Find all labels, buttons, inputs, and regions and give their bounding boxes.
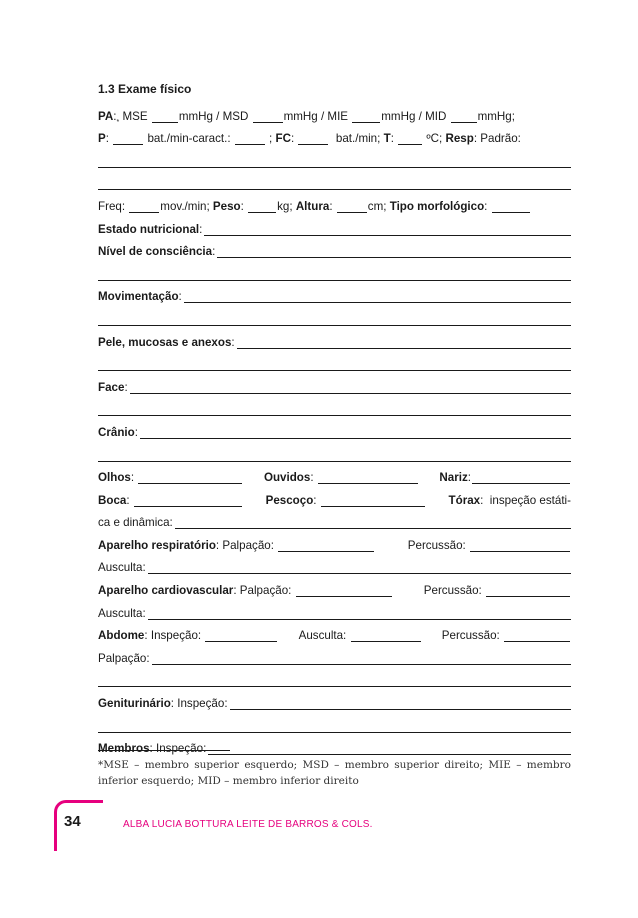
row-cardio-ausculta — [98, 597, 571, 620]
abdome-inspecao-field[interactable] — [205, 628, 277, 642]
freq-unit: mov./min; — [160, 199, 210, 213]
torax-label: Tórax — [448, 493, 481, 507]
cranio-label: Crânio — [98, 425, 135, 439]
row-abdome: Abdome : Inspeção: Ausculta: Percussão: — [98, 620, 571, 643]
row-olhos: Olhos : Ouvidos : Nariz : — [98, 462, 571, 485]
fc-unit: bat./min; — [335, 132, 381, 146]
pulse-char-field[interactable] — [235, 131, 265, 145]
pulse-field[interactable] — [113, 131, 143, 145]
altura-label: Altura — [295, 199, 330, 213]
mid-field[interactable] — [451, 109, 477, 123]
altura-unit: cm; — [367, 199, 387, 213]
pescoco-field[interactable] — [321, 493, 425, 507]
mse-field[interactable] — [152, 109, 178, 123]
row-torax-cont — [98, 507, 571, 530]
peso-unit: kg; — [277, 199, 293, 213]
freq-field[interactable] — [129, 199, 159, 213]
blank-line[interactable] — [98, 168, 571, 191]
mmhg-msd: mmHg / MSD — [178, 109, 249, 123]
olhos-field[interactable] — [138, 470, 242, 484]
footnote-rule — [98, 750, 230, 751]
boca-label: Boca — [98, 493, 127, 507]
running-head: ALBA LUCIA BOTTURA LEITE DE BARROS & COLS. — [123, 819, 373, 830]
blank-line[interactable] — [98, 258, 571, 281]
percussao-label: Percussão: — [407, 538, 466, 552]
nivel-label: Nível de consciência — [98, 245, 213, 259]
row-boca: Boca : Pescoço : Tórax : inspeção estáti- — [98, 493, 571, 507]
geniturinario-field[interactable] — [230, 696, 571, 710]
p-label: P — [98, 132, 106, 146]
blank-line[interactable] — [98, 145, 571, 168]
mse-label: MSE — [122, 109, 148, 123]
nariz-field[interactable] — [472, 470, 570, 484]
blank-line[interactable] — [98, 665, 571, 688]
tipo-label: Tipo morfológico — [389, 199, 485, 213]
row-respiratorio: Aparelho respiratório : Palpação: Percussão: — [98, 529, 571, 552]
resp-palpacao-field[interactable] — [278, 538, 374, 552]
cardiovascular-label: Aparelho cardiovascular — [98, 584, 234, 598]
cranio-field[interactable] — [140, 425, 571, 439]
blank-line[interactable] — [98, 394, 571, 417]
blank-line[interactable] — [98, 710, 571, 733]
row-geniturinario: Geniturinário : Inspeção: — [98, 687, 571, 710]
movimentacao-label: Movimentação — [98, 290, 179, 304]
geniturinario-label: Geniturinário — [98, 697, 171, 711]
resp-ausculta-field[interactable] — [148, 560, 571, 574]
pele-label: Pele, mucosas e anexos — [98, 335, 232, 349]
palpacao-label: Palpação: — [239, 584, 292, 598]
nivel-field[interactable] — [217, 244, 571, 258]
olhos-label: Olhos — [98, 471, 131, 485]
inspecao-label: Inspeção: — [156, 742, 207, 756]
colon: : — [113, 109, 117, 123]
section-title: 1.3 Exame físico — [98, 82, 192, 96]
row-pulse: P : bat./min-caract.: ; FC : bat./min; T : ºC; Resp : Padrão: — [98, 132, 521, 146]
face-field[interactable] — [130, 380, 571, 394]
mmhg-end: mmHg; — [477, 109, 515, 123]
blank-line[interactable] — [98, 303, 571, 326]
row-cranio: Crânio : — [98, 416, 571, 439]
membros-label: Membros — [98, 742, 150, 756]
msd-field[interactable] — [253, 109, 283, 123]
ausculta-label: Ausculta: — [98, 561, 146, 575]
percussao-label: Percussão: — [423, 584, 482, 598]
estado-label: Estado nutricional — [98, 222, 200, 236]
percussao-label: Percussão: — [441, 629, 500, 643]
row-face: Face : — [98, 371, 571, 394]
exam-form — [98, 78, 571, 755]
boca-field[interactable] — [134, 493, 242, 507]
ausculta-label: Ausculta: — [298, 629, 347, 643]
row-nivel: Nível de consciência : — [98, 236, 571, 259]
movimentacao-field[interactable] — [184, 289, 571, 303]
row-resp-ausculta — [98, 552, 571, 575]
blank-line[interactable] — [98, 439, 571, 462]
freq-label: Freq: — [98, 199, 126, 213]
ouvidos-label: Ouvidos — [263, 471, 311, 485]
abdome-palpacao-field[interactable] — [152, 651, 571, 665]
mie-field[interactable] — [352, 109, 380, 123]
torax-field[interactable] — [175, 515, 571, 529]
fc-field[interactable] — [298, 131, 328, 145]
torax-cont: ca e dinâmica: — [98, 516, 173, 530]
face-label: Face — [98, 380, 125, 394]
cardio-ausculta-field[interactable] — [148, 606, 571, 620]
abdome-percussao-field[interactable] — [504, 628, 570, 642]
pa-label: PA — [98, 109, 114, 123]
peso-field[interactable] — [248, 199, 276, 213]
membros-field[interactable] — [208, 741, 571, 755]
pele-field[interactable] — [237, 335, 571, 349]
palpacao-label: Palpação: — [98, 651, 150, 665]
row-membros: Membros : Inspeção: — [98, 733, 571, 756]
temp-field[interactable] — [398, 131, 422, 145]
resp-label: Resp — [445, 132, 474, 146]
palpacao-label: Palpação: — [222, 538, 274, 552]
nariz-label: Nariz — [439, 471, 468, 485]
fc-label: FC — [275, 132, 291, 146]
ausculta-label: Ausculta: — [98, 606, 146, 620]
row-pa: PA : * MSE mmHg / MSD mmHg / MIE mmHg / MID mmHg; — [98, 109, 515, 126]
abdome-ausculta-field[interactable] — [351, 628, 421, 642]
row-freq: Freq: mov./min; Peso : kg; Altura : cm; Tipo morfológico : — [98, 190, 571, 213]
cardio-percussao-field[interactable] — [486, 583, 570, 597]
altura-field[interactable] — [337, 199, 367, 213]
resp-percussao-field[interactable] — [470, 538, 570, 552]
inspecao-label: Inspeção: — [177, 697, 228, 711]
mmhg-mid: mmHg / MID — [381, 109, 447, 123]
pescoco-label: Pescoço — [265, 493, 314, 507]
pulse-unit: bat./min-caract.: — [147, 132, 231, 146]
blank-line[interactable] — [98, 349, 571, 372]
row-cardiovascular: Aparelho cardiovascular : Palpação: Percussão: — [98, 574, 571, 597]
footnote: *MSE – membro superior esquerdo; MSD – membro superior direito; MIE – membro inferior esquerdo; MID – membro inferior direito — [98, 759, 571, 787]
padrao-label: Padrão: — [480, 132, 521, 146]
estado-field[interactable] — [204, 222, 571, 236]
inspecao-label: Inspeção: — [150, 629, 202, 643]
row-estado: Estado nutricional : — [98, 213, 571, 236]
t-label: T — [383, 132, 391, 146]
page-number: 34 — [64, 813, 81, 830]
peso-label: Peso — [212, 199, 241, 213]
respiratorio-label: Aparelho respiratório — [98, 538, 216, 552]
cardio-palpacao-field[interactable] — [296, 583, 392, 597]
tipo-field[interactable] — [492, 199, 530, 213]
mmhg-mie: mmHg / MIE — [283, 109, 349, 123]
row-abdome-palpacao — [98, 642, 571, 665]
ouvidos-field[interactable] — [318, 470, 418, 484]
abdome-label: Abdome — [98, 629, 145, 643]
temp-unit: ºC; — [426, 132, 443, 146]
torax-text: inspeção estáti- — [489, 493, 571, 507]
row-movimentacao: Movimentação : — [98, 281, 571, 304]
row-pele: Pele, mucosas e anexos : — [98, 326, 571, 349]
